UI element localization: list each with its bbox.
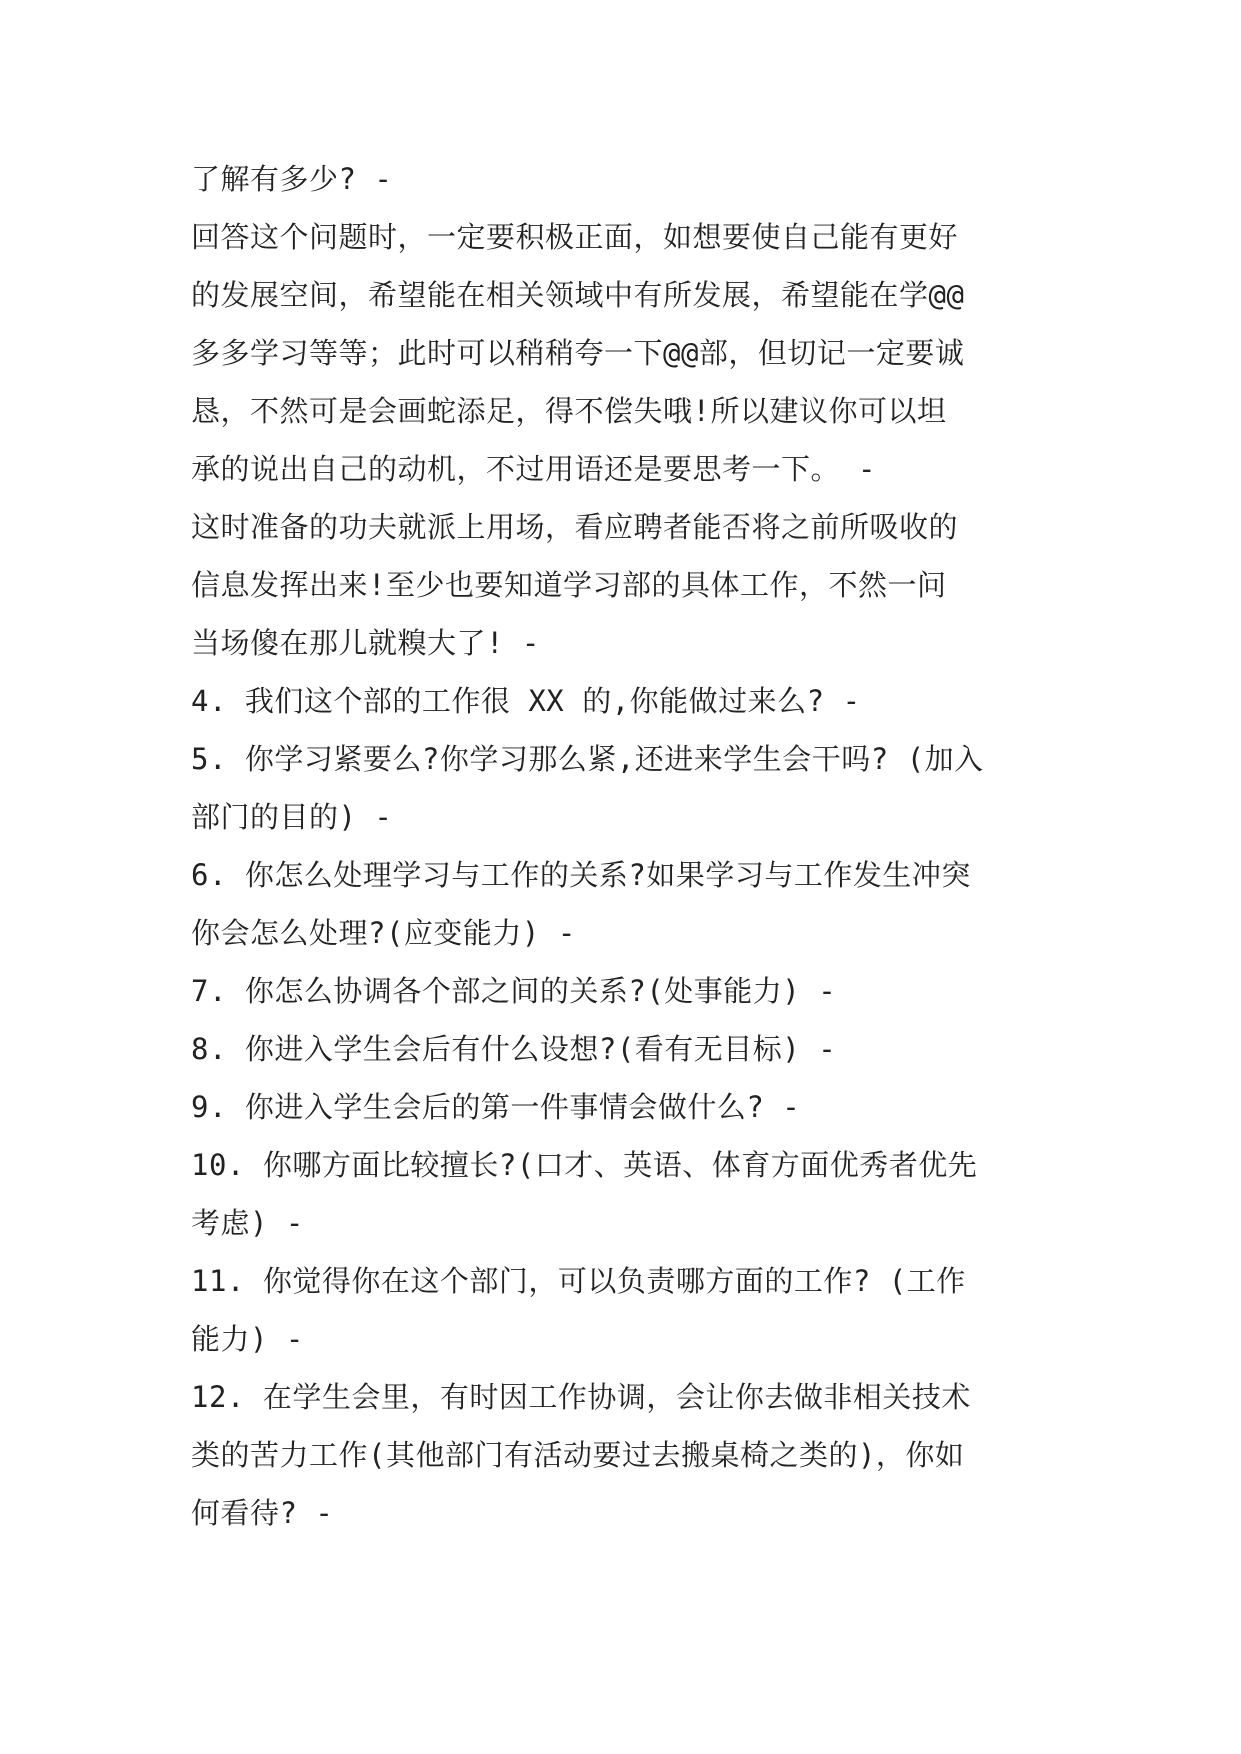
question-item: 12. 在学生会里，有时因工作协调，会让你去做非相关技术: [191, 1380, 971, 1414]
document-body: [191, 150, 1061, 1542]
text-line: 何看待? -: [191, 1496, 334, 1530]
text-line: 承的说出自己的动机，不过用语还是要思考一下。 -: [191, 452, 876, 486]
text-line: 恳，不然可是会画蛇添足，得不偿失哦!所以建议你可以坦: [191, 394, 947, 428]
text-line: 信息发挥出来!至少也要知道学习部的具体工作，不然一问: [191, 568, 947, 602]
text-line: 考虑) -: [191, 1206, 304, 1240]
text-line: 类的苦力工作(其他部门有活动要过去搬桌椅之类的)，你如: [191, 1438, 965, 1472]
question-item: 4. 我们这个部的工作很 XX 的,你能做过来么? -: [191, 684, 861, 718]
text-line: 这时准备的功夫就派上用场，看应聘者能否将之前所吸收的: [191, 510, 959, 544]
text-line: 的发展空间，希望能在相关领域中有所发展，希望能在学@@: [191, 278, 965, 312]
question-item: 8. 你进入学生会后有什么设想?(看有无目标) -: [191, 1032, 837, 1066]
question-item: 5. 你学习紧要么?你学习那么紧,还进来学生会干吗? (加入: [191, 742, 984, 776]
text-line: 你会怎么处理?(应变能力) -: [191, 916, 576, 950]
question-item: 11. 你觉得你在这个部门，可以负责哪方面的工作? (工作: [191, 1264, 966, 1298]
question-item: 10. 你哪方面比较擅长?(口才、英语、体育方面优秀者优先: [191, 1148, 978, 1182]
question-item: 6. 你怎么处理学习与工作的关系?如果学习与工作发生冲突: [191, 858, 971, 892]
text-line: 多多学习等等；此时可以稍稍夸一下@@部，但切记一定要诚: [191, 336, 965, 370]
question-item: 7. 你怎么协调各个部之间的关系?(处事能力) -: [191, 974, 837, 1008]
text-line: 回答这个问题时，一定要积极正面，如想要使自己能有更好: [191, 220, 959, 254]
text-line: 了解有多少? -: [191, 162, 393, 196]
text-line: 能力) -: [191, 1322, 304, 1356]
text-line: 当场傻在那儿就糗大了! -: [191, 626, 540, 660]
question-item: 9. 你进入学生会后的第一件事情会做什么? -: [191, 1090, 801, 1124]
text-line: 部门的目的) -: [191, 800, 393, 834]
